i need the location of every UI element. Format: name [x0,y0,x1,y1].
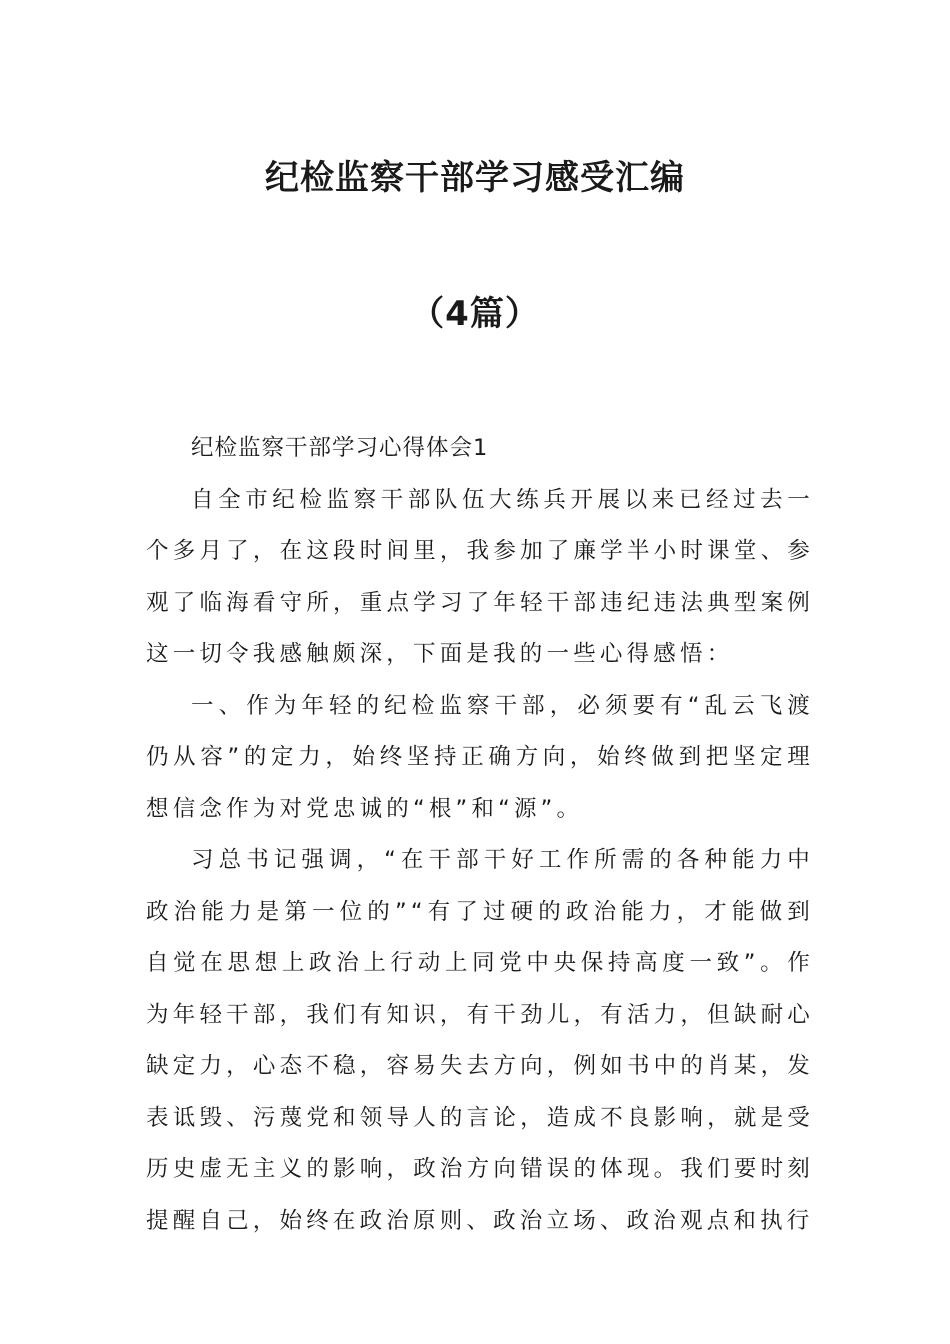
document-title: 纪检监察干部学习感受汇编 [265,158,685,198]
document-body [146,423,814,1247]
paragraph-intro: 自全市纪检监察干部队伍大练兵开展以来已经过去一个多月了，在这段时间里，我参加了廉学半小时课堂、参观了临海看守所，重点学习了年轻干部违纪违法典型案例这一切令我感触颇深，下面是我的一些心得感悟： [146,486,814,667]
paragraph-point-one: 一、作为年轻的纪检监察干部，必须要有“乱云飞渡仍从容”的定力，始终坚持正确方向，始终做到把坚定理想信念作为对党忠诚的“根”和“源”。 [146,692,814,822]
section-heading: 纪检监察干部学习心得体会1 [191,435,489,461]
document-subtitle: （4篇） [410,294,540,334]
paragraph-political-ability: 习总书记强调，“在干部干好工作所需的各种能力中政治能力是第一位的”“有了过硬的政治能力，才能做到自觉在思想上政治上行动上同党中央保持高度一致”。作为年轻干部，我们有知识，有干劲儿，有活力，但缺耐心缺定力，心态不稳，容易失去方向，例如书中的肖某，发表诋毁、污蔑党和领导人的言论，造成不良影响，就是受历史虚无主义的影响，政治方向错误的体现。我们要时刻提醒自己，始终在政治原则、政治立场、政治观点和执行 [146,847,814,1234]
